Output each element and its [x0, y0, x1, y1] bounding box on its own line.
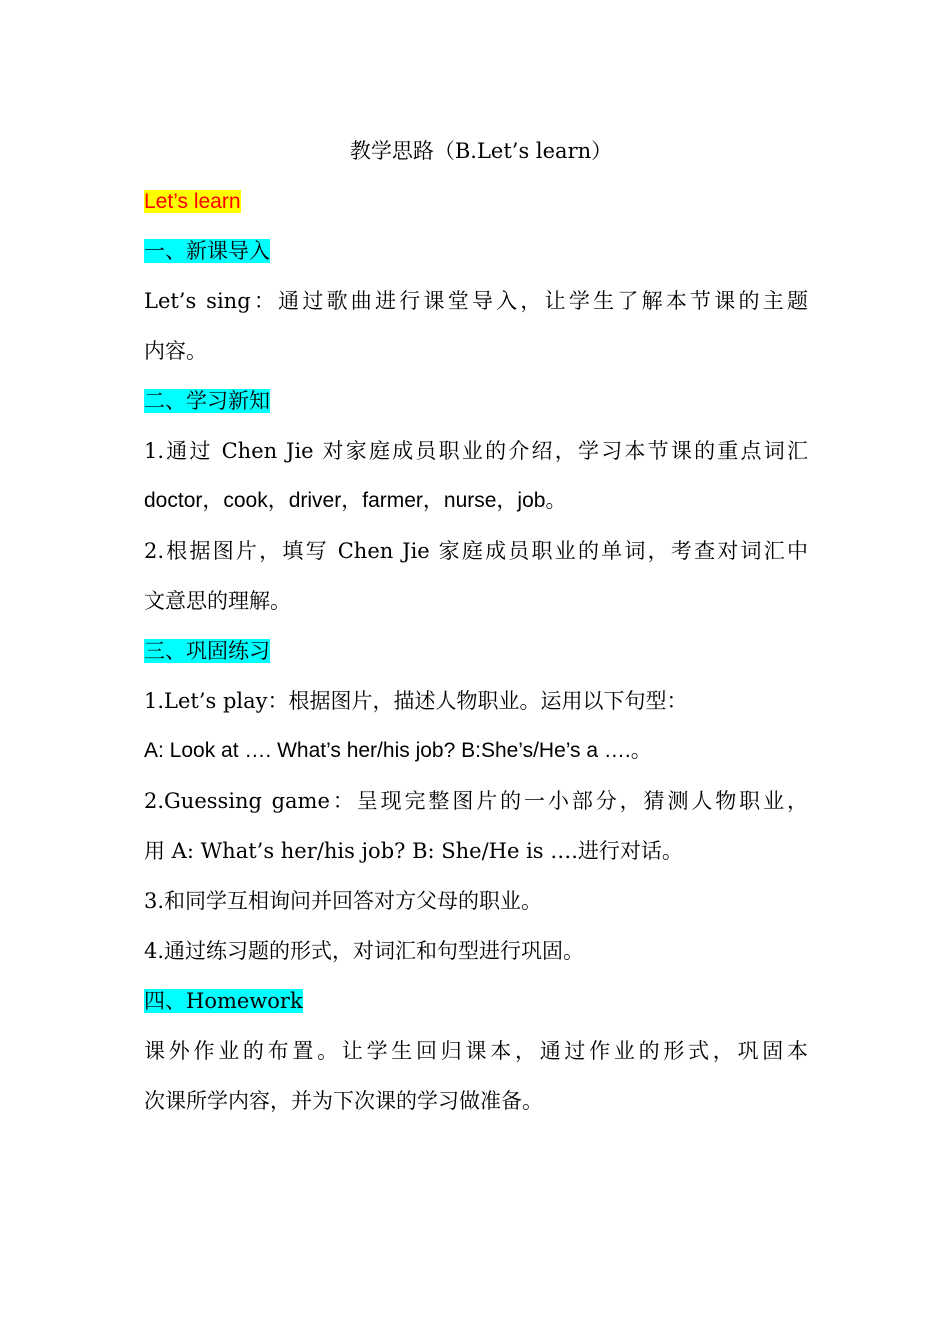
paragraph-line: 1.Let’s play：根据图片，描述人物职业。运用以下句型： — [144, 689, 688, 713]
section-heading-new-knowledge: 二、学习新知 — [144, 389, 270, 413]
paragraph-line: 内容。 — [144, 339, 207, 363]
paragraph-line: doctor，cook，driver，farmer，nurse，job。 — [144, 489, 567, 512]
paragraph-line: 次课所学内容，并为下次课的学习做准备。 — [144, 1089, 543, 1113]
document-page — [144, 126, 808, 1126]
paragraph-line: 4.通过练习题的形式，对词汇和句型进行巩固。 — [144, 939, 585, 963]
lets-learn-label: Let’s learn — [144, 190, 241, 213]
paragraph-line: 2.根据图片，填写 Chen Jie 家庭成员职业的单词，考查对词汇中 — [144, 539, 808, 563]
document-title: 教学思路（B.Let’s learn） — [349, 139, 613, 163]
section-heading-intro: 一、新课导入 — [144, 239, 270, 263]
paragraph-line: 用 A: What’s her/his job? B: She/He is ….进行对话。 — [144, 839, 683, 863]
paragraph-line: 1.通过 Chen Jie 对家庭成员职业的介绍，学习本节课的重点词汇 — [144, 439, 808, 463]
paragraph-line: A: Look at …. What’s her/his job? B:She’s/He’s a ….。 — [144, 739, 652, 762]
paragraph-line: 3.和同学互相询问并回答对方父母的职业。 — [144, 889, 543, 913]
paragraph-line: 课外作业的布置。让学生回归课本，通过作业的形式，巩固本 — [144, 1039, 808, 1063]
paragraph-line: Let’s sing：通过歌曲进行课堂导入，让学生了解本节课的主题 — [144, 289, 808, 313]
section-heading-practice: 三、巩固练习 — [144, 639, 270, 663]
paragraph-line: 文意思的理解。 — [144, 589, 291, 613]
paragraph-line: 2.Guessing game：呈现完整图片的一小部分，猜测人物职业， — [144, 789, 808, 813]
section-heading-homework: 四、Homework — [144, 989, 303, 1013]
